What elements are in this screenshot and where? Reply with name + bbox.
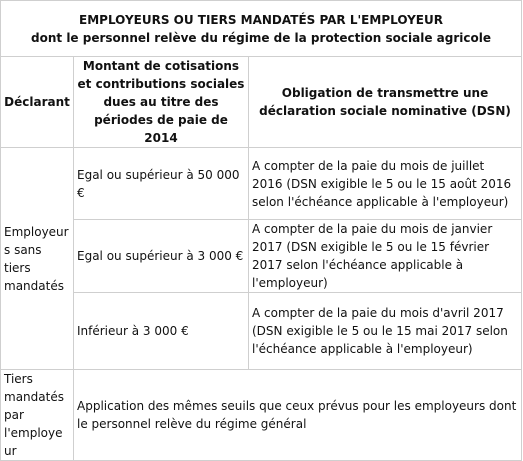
header-obligation: Obligation de transmettre une déclaration sociale nominative (DSN) (249, 57, 522, 148)
table-title (1, 1, 522, 57)
obligation-cell: A compter de la paie du mois de juillet 2016 (DSN exigible le 5 ou le 15 août 2016 selon l'échéance applicable à l'employeur) (249, 148, 522, 220)
tiers-application-cell: Application des mêmes seuils que ceux prévus pour les employeurs dont le personnel relève du régime général (74, 370, 522, 461)
title-row (1, 1, 522, 57)
header-montant: Montant de cotisations et contributions sociales dues au titre des périodes de paie de 2014 (74, 57, 249, 148)
table-row (1, 293, 522, 370)
montant-cell: Egal ou supérieur à 3 000 € (74, 220, 249, 293)
montant-cell: Egal ou supérieur à 50 000 € (74, 148, 249, 220)
declarant-tiers: Tiers mandatés par l'employeur (1, 370, 74, 461)
table-row (1, 220, 522, 293)
header-row (1, 57, 522, 148)
header-declarant: Déclarant (1, 57, 74, 148)
table-row (1, 148, 522, 220)
obligation-cell: A compter de la paie du mois d'avril 2017 (DSN exigible le 5 ou le 15 mai 2017 selon l'échéance applicable à l'employeur) (249, 293, 522, 370)
obligation-cell: A compter de la paie du mois de janvier 2017 (DSN exigible le 5 ou le 15 février 2017 selon l'échéance applicable à l'employeur) (249, 220, 522, 293)
table-row (1, 370, 522, 461)
table-title-line2: dont le personnel relève du régime de la protection sociale agricole (31, 30, 491, 45)
montant-cell: Inférieur à 3 000 € (74, 293, 249, 370)
declarant-employeurs: Employeurs sans tiers mandatés (1, 148, 74, 370)
table-title-line1: EMPLOYEURS OU TIERS MANDATÉS PAR L'EMPLOYEUR (79, 12, 443, 27)
